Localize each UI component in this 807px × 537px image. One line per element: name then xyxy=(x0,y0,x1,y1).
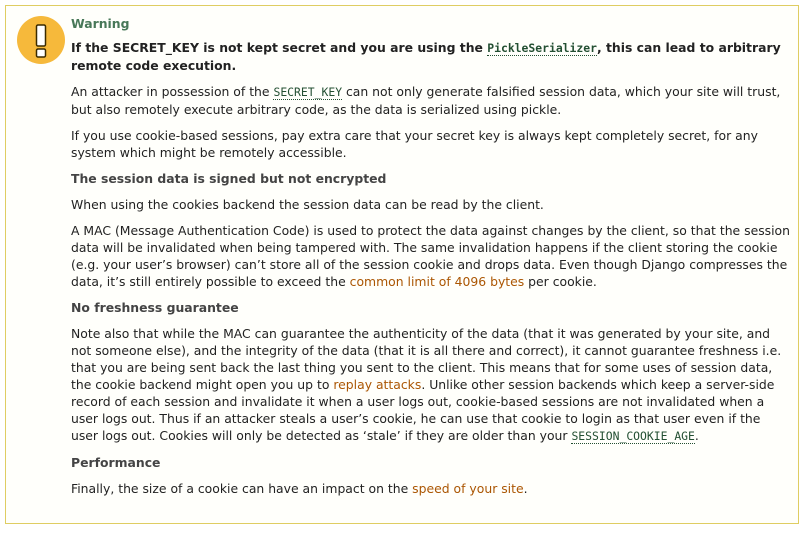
signed-paragraph-1: When using the cookies backend the session data can be read by the client. xyxy=(71,197,544,212)
cookie-sessions-paragraph: If you use cookie-based sessions, pay extra care that your secret key is always kept completely secret, for any system which might be remotely accessible. xyxy=(71,128,758,160)
secret-key-code[interactable]: SECRET_KEY xyxy=(273,85,343,99)
warning-intro: If the SECRET_KEY is not kept secret and you are using the PickleSerializer, this can lead to arbitrary remote code execution. xyxy=(71,40,781,73)
performance-heading: Performance xyxy=(71,455,161,470)
pickle-serializer-code[interactable]: PickleSerializer xyxy=(487,41,597,55)
signed-heading: The session data is signed but not encrypted xyxy=(71,171,387,186)
speed-of-site-link[interactable]: speed of your site xyxy=(412,481,524,496)
warning-content xyxy=(71,15,791,506)
freshness-heading: No freshness guarantee xyxy=(71,300,239,315)
replay-attacks-link[interactable]: replay attacks xyxy=(333,377,422,392)
exclamation-icon xyxy=(17,16,65,64)
warning-title: Warning xyxy=(71,16,130,31)
session-cookie-age-code[interactable]: SESSION_COOKIE_AGE xyxy=(571,429,695,443)
freshness-paragraph: Note also that while the MAC can guarantee the authenticity of the data (that it was generated by your site, and not someone else), and the integrity of the data (that it is all there and correct), it cannot guarantee freshness i.e. that you are being sent back the last thing you sent to the client. This means that for some uses of session data, the cookie backend might open you up to replay attacks. Unlike other session backends which keep a server-side record of each session and invalidate it when a user logs out, cookie-based sessions are not invalidated when a user logs out. Thus if an attacker steals a user’s cookie, he can use that cookie to login as that user even if the user logs out. Cookies will only be detected as ‘stale’ if they are older than your SESSION_COOKIE_AGE. xyxy=(71,326,782,443)
attacker-paragraph: An attacker in possession of the SECRET_KEY can not only generate falsified session data, which your site will trust, but also remotely execute arbitrary code, as the data is serialized using pickle. xyxy=(71,84,781,117)
cookie-limit-link[interactable]: common limit of 4096 bytes xyxy=(349,274,525,289)
performance-paragraph: Finally, the size of a cookie can have an impact on the speed of your site. xyxy=(71,481,528,496)
warning-admonition xyxy=(5,5,799,524)
signed-paragraph-2: A MAC (Message Authentication Code) is used to protect the data against changes by the client, so that the session data will be invalidated when being tampered with. The same invalidation happens if the client storing the cookie (e.g. your user’s browser) can’t store all of the session cookie and drops data. Even though Django compresses the data, it’s still entirely possible to exceed the common limit of 4096 bytes per cookie. xyxy=(71,223,790,289)
